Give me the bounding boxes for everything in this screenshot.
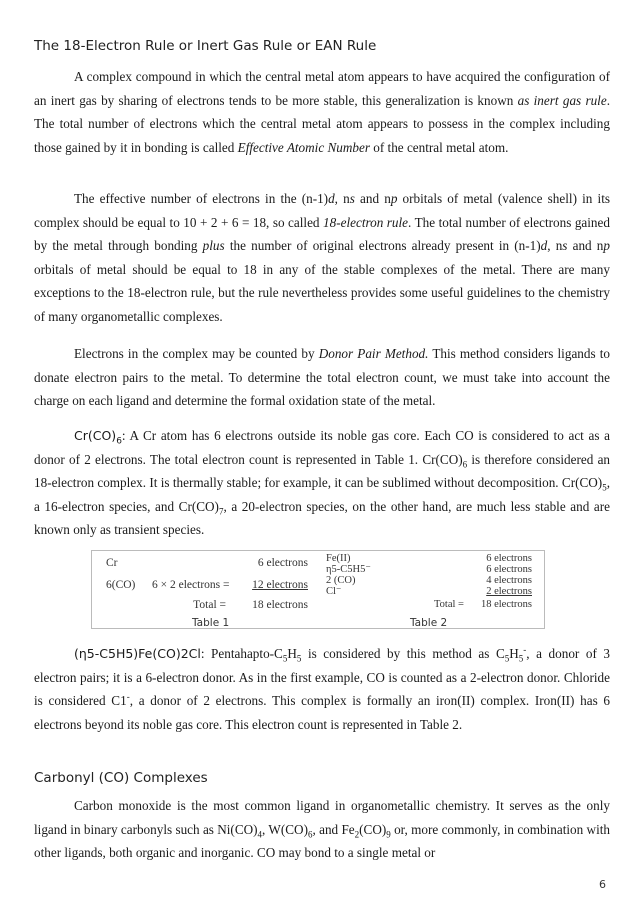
table1-total-label: Total = (193, 599, 226, 611)
text: Electrons in the complex may be counted by (74, 346, 319, 361)
text: , W(CO) (262, 821, 308, 837)
table2-caption: Table 2 (410, 617, 448, 629)
subscript: 7 (218, 506, 224, 517)
text: A complex compound in which the central metal atom appears to have acquired the configuration of an inert gas by sharing of electrons tends to be more stable, this generalization is known (34, 69, 610, 108)
text: : A Cr atom has 6 electrons outside its noble gas core. Each CO is considered to act as a donor of 2 electrons. The total electron count is represented in Table 1. Cr(CO) (34, 428, 610, 467)
text: is therefore considered an 18-electron complex. It is thermally stable; for example, it can be sublimed without decomposition. Cr(CO) (34, 451, 611, 491)
text: is considered by this method as C (301, 646, 505, 661)
text: the number of original electrons already present in (n-1) (224, 238, 541, 254)
emphasis: Donor Pair Method. (318, 346, 429, 361)
text: , a 16-electron species, and Cr(CO) (34, 475, 610, 514)
subscript: 6 (307, 829, 313, 840)
table2-row-value: 4 electrons (486, 575, 532, 586)
paragraph-cr-co-6 (34, 424, 610, 542)
subscript: 5 (282, 653, 288, 664)
formula-label: (η5-C5H5)Fe(CO)2Cl (74, 646, 201, 661)
formula-label (74, 428, 122, 447)
text: . The total number of electrons gained by the metal through bonding (34, 214, 610, 254)
section-heading: The 18-Electron Rule or Inert Gas Rule or EAN Rule (34, 38, 377, 54)
section-heading-carbonyl: Carbonyl (CO) Complexes (34, 770, 208, 786)
text: and n (567, 238, 604, 254)
text: The effective number of electrons in the (n-1) (74, 191, 329, 206)
text: , n (334, 191, 350, 206)
subscript: 4 (257, 829, 263, 840)
formula-text: Cr(CO) (74, 428, 117, 443)
text: orbitals of metal should be equal to 18 in any of the stable complexes of the metal. There are many exceptions to the 18-electron rule, but the rule nevertheless provides some useful guidelines to the chemistry of many organometallic complexes. (34, 261, 610, 324)
text: of the central metal atom. (369, 139, 509, 155)
text: , a donor of 2 electrons. This complex is formally an iron(II) complex. Iron(II) has 6 electrons beyond its noble gas core. This electron count is represented in Table 2. (34, 693, 610, 732)
emphasis: as inert gas rule (517, 92, 607, 108)
paragraph-carbonyl (34, 794, 610, 865)
paragraph-donor-pair-method (34, 342, 610, 413)
text: , a donor of 3 electron pairs; it is a 6-electron donor. As in the first example, CO is counted as a 2-electron donor. Chloride is considered C1 (34, 646, 611, 709)
subscript: 5 (518, 653, 524, 664)
emphasis: s (562, 238, 568, 254)
table2-right-col (486, 553, 532, 597)
table2-total-value: 18 electrons (480, 599, 532, 610)
emphasis: plus (202, 238, 225, 254)
subscript: 2 (354, 829, 360, 840)
text: , and Fe (312, 821, 355, 837)
text: H (287, 646, 297, 661)
table-2 (318, 551, 544, 617)
text: . The total number of electrons which the central metal atom appears to possess in the complex including those gained by it in bonding is called (34, 92, 610, 155)
superscript: - (126, 691, 130, 702)
emphasis: Effective Atomic Number (237, 139, 370, 155)
paragraph-cp-fe-complex (34, 642, 610, 736)
table2-left-col (326, 553, 371, 597)
emphasis: 18-electron rule (323, 214, 409, 230)
table1-co-calc: 6 × 2 electrons = (152, 579, 230, 591)
table-1 (92, 551, 312, 617)
paragraph-inert-gas-rule (34, 65, 610, 159)
table1-caption: Table 1 (192, 617, 230, 629)
table2-row-value: 6 electrons (486, 564, 532, 575)
text: This method considers ligands to donate electron pairs to the metal. To determine the total electron count, we must take into account the charge on each ligand and determine the formal oxidation state of the metal. (34, 346, 611, 409)
table2-row-label: Cl⁻ (326, 586, 342, 597)
text: and n (354, 191, 391, 206)
subscript: 9 (386, 829, 391, 840)
table2-row-label: Fe(II) (326, 553, 351, 564)
table2-row-label: η5-C5H5⁻ (326, 564, 371, 575)
table1-co-electrons: 12 electrons (252, 579, 308, 591)
emphasis: d (540, 238, 548, 254)
text: orbitals of metal (valence shell) in its complex should be equal to 10 + 2 + 6 = 18, so called (34, 191, 610, 230)
table1-cr-electrons: 6 electrons (257, 557, 308, 569)
subscript: 5 (602, 482, 607, 493)
table1-cr: Cr (106, 557, 118, 569)
emphasis: p (603, 238, 610, 254)
table2-row-value: 2 electrons (486, 586, 532, 597)
table2-row-label: 2 (CO) (326, 575, 356, 586)
subscript: 6 (462, 459, 468, 470)
text: : Pentahapto-C (200, 646, 283, 661)
emphasis: p (390, 191, 398, 206)
emphasis: d (328, 191, 335, 206)
text: , a 20-electron species, on the other hand, are much less stable and are known only as transient species. (34, 498, 611, 538)
text: or, more commonly, in combination with other ligands, both organic and inorganic. CO may bond to a single metal or (34, 821, 611, 861)
electron-count-tables (91, 550, 545, 629)
table1-co: 6(CO) (106, 579, 136, 591)
subscript: 5 (504, 653, 510, 664)
text: , n (547, 238, 563, 254)
paragraph-18-electron-rule (34, 187, 610, 329)
text: (CO) (359, 821, 387, 837)
text: Carbon monoxide is the most common ligand in organometallic chemistry. It serves as the only ligand in binary carbonyls such as Ni(CO) (34, 798, 610, 837)
table1-total-value: 18 electrons (252, 599, 308, 611)
emphasis: s (349, 191, 355, 206)
text: H (509, 646, 519, 661)
table2-row-value: 6 electrons (486, 553, 532, 564)
subscript: 6 (116, 436, 122, 447)
table2-total-label: Total = (434, 599, 464, 610)
superscript: - (523, 644, 527, 655)
page-number: 6 (599, 878, 606, 891)
subscript: 5 (296, 653, 302, 664)
